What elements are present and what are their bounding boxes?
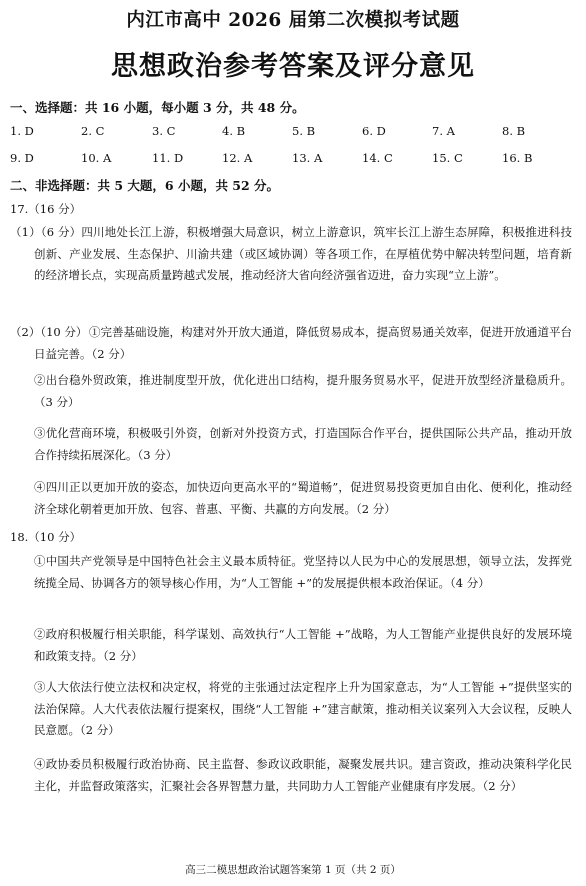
answer-item: 5. B xyxy=(292,124,316,138)
answers-row-1 xyxy=(10,124,580,142)
section1-heading: 一、选择题：共 16 小题，每小题 3 分，共 48 分。 xyxy=(10,100,305,115)
answer-item: 12. A xyxy=(222,151,253,165)
answer-item: 3. C xyxy=(152,124,176,138)
q18-point: ①中国共产党领导是中国特色社会主义最本质特征。党坚持以人民为中心的发展思想，领导立法，发挥党统揽全局、协调各方的领导核心作用，为“人工智能 +”的发展提供根本政治保证。（4 分） xyxy=(34,554,572,590)
q18-point: ④政协委员积极履行政治协商、民主监督、参政议政职能，凝聚发展共识。建言资政，推动决策科学化民主化，并监督政策落实，汇聚社会各界智慧力量，共同助力人工智能产业健康有序发展。（2 分） xyxy=(34,757,572,793)
q18-label: 18.（10 分） xyxy=(10,530,82,544)
q17-part2-point: ①完善基础设施，构建对外开放大通道，降低贸易成本，提高贸易通关效率，促进开放通道平台日益完善。（2 分） xyxy=(34,325,572,361)
answer-item: 4. B xyxy=(222,124,246,138)
answer-item: 13. A xyxy=(292,151,323,165)
answer-item: 16. B xyxy=(502,151,533,165)
answer-item: 2. C xyxy=(81,124,105,138)
answer-item: 1. D xyxy=(10,124,34,138)
q18-point: ③人大依法行使立法权和决定权，将党的主张通过法定程序上升为国家意志，为“人工智能 +”提供坚实的法治保障。人大代表依法履行提案权，围绕“人工智能 +”建言献策，推动相关议案列入大会议程，反映人民意愿。（2 分） xyxy=(34,680,572,737)
q17-part2-label: （2）（10 分） xyxy=(10,325,88,339)
q17-part2-point: ③优化营商环境，积极吸引外资，创新对外投资方式，打造国际合作平台，提供国际公共产品，推动开放合作持续拓展深化。（3 分） xyxy=(34,426,572,462)
answer-item: 9. D xyxy=(10,151,34,165)
answer-item: 8. B xyxy=(502,124,526,138)
section2-heading: 二、非选择题：共 5 大题，6 小题，共 52 分。 xyxy=(10,178,280,193)
q17-part2-point: ④四川正以更加开放的姿态，加快迈向更高水平的“蜀道畅”，促进贸易投资更加自由化、便利化，推动经济全球化朝着更加开放、包容、普惠、平衡、共赢的方向发展。（2 分） xyxy=(34,480,572,516)
answer-item: 15. C xyxy=(432,151,463,165)
q18-point: ②政府积极履行相关职能，科学谋划、高效执行“人工智能 +”战略，为人工智能产业提供良好的发展环境和政策支持。（2 分） xyxy=(34,627,572,663)
answer-item: 14. C xyxy=(362,151,393,165)
q17-part2-point: ②出台稳外贸政策，推进制度型开放，优化进出口结构，提升服务贸易水平，促进开放型经济量稳质升。（3 分） xyxy=(34,373,572,409)
answer-item: 6. D xyxy=(362,124,386,138)
q17-part1-answer: （1）（6 分）四川地处长江上游，积极增强大局意识，树立上游意识，筑牢长江上游生态屏障，积极推进科技创新、产业发展、生态保护、川渝共建（或区域协调）等各项工作，在厚植优势中解决转型问题，培育新的经济增长点，实现高质量跨越式发展，推动经济大省向经济强省迈进，奋力实现“立上游”。 xyxy=(10,225,572,282)
answer-item: 7. A xyxy=(432,124,455,138)
answers-row-2 xyxy=(10,151,580,169)
answer-item: 10. A xyxy=(81,151,112,165)
page-footer: 高三二模思想政治试题答案第 1 页（共 2 页） xyxy=(185,864,401,876)
answer-item: 11. D xyxy=(152,151,184,165)
answer-key-title: 思想政治参考答案及评分意见 xyxy=(111,51,475,82)
exam-title: 内江市高中 2026 届第二次模拟考试题 xyxy=(126,10,460,31)
q17-label: 17.（16 分） xyxy=(10,202,82,216)
